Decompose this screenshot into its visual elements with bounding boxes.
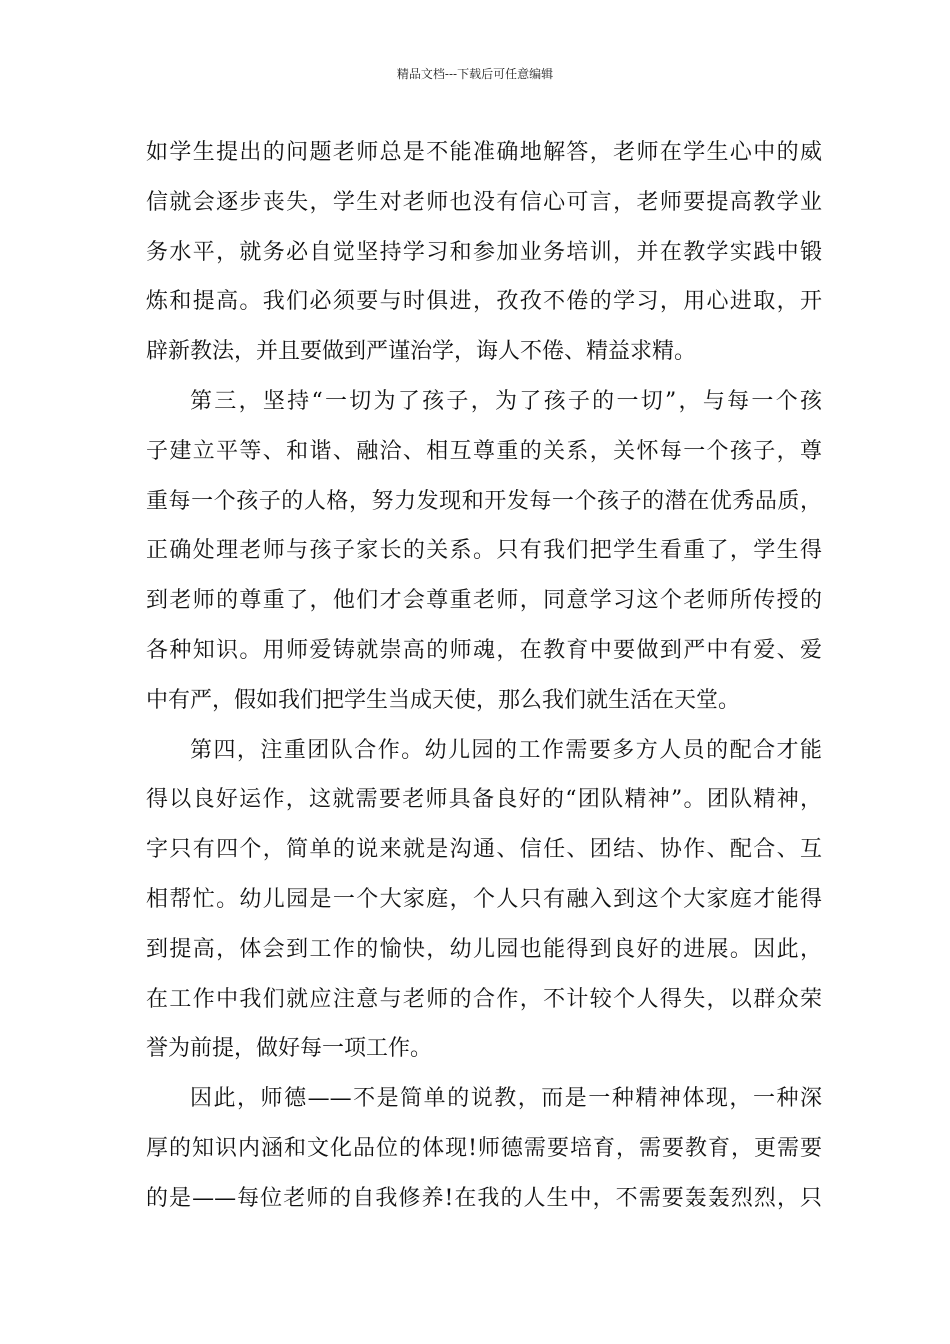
text-line: 誉为前提，做好每一项工作。 — [146, 1036, 433, 1062]
text-line: 如学生提出的问题老师总是不能准确地解答，老师在学生心中的威 — [146, 140, 822, 165]
document-body — [146, 128, 822, 1224]
page-header: 精品文档---下载后可任意编辑 — [396, 67, 554, 81]
text-line: 因此，师德——不是简单的说教，而是一种精神体现，一种深 — [190, 1086, 822, 1112]
text-line: 炼和提高。我们必须要与时俱进，孜孜不倦的学习，用心进取，开 — [146, 289, 822, 315]
text-line: 务水平，就务必自觉坚持学习和参加业务培训，并在教学实践中锻 — [146, 239, 822, 265]
text-line: 重每一个孩子的人格，努力发现和开发每一个孩子的潜在优秀品质， — [146, 488, 822, 514]
text-line: 到老师的尊重了，他们才会尊重老师，同意学习这个老师所传授的 — [146, 588, 822, 614]
text-line: 相帮忙。幼儿园是一个大家庭，个人只有融入到这个大家庭才能得 — [146, 886, 822, 912]
text-line: 各种知识。用师爱铸就崇高的师魂，在教育中要做到严中有爱、爱 — [146, 637, 822, 663]
text-line: 中有严，假如我们把学生当成天使，那么我们就生活在天堂。 — [146, 687, 741, 713]
text-line: 到提高，体会到工作的愉快，幼儿园也能得到良好的进展。因此， — [146, 936, 822, 962]
text-line: 信就会逐步丧失，学生对老师也没有信心可言，老师要提高教学业 — [146, 189, 822, 215]
text-line: 正确处理老师与孩子家长的关系。只有我们把学生看重了，学生得 — [146, 538, 822, 564]
text-line: 字只有四个，简单的说来就是沟通、信任、团结、协作、配合、互 — [146, 837, 822, 863]
text-line: 的是——每位老师的自我修养!在我的人生中，不需要轰轰烈烈，只 — [146, 1185, 822, 1211]
text-line: 第三，坚持“一切为了孩子，为了孩子的一切”，与每一个孩 — [190, 388, 822, 414]
text-line: 在工作中我们就应注意与老师的合作，不计较个人得失，以群众荣 — [146, 986, 822, 1012]
text-line: 得以良好运作，这就需要老师具备良好的“团队精神”。团队精神， — [146, 787, 822, 813]
text-line: 第四，注重团队合作。幼儿园的工作需要多方人员的配合才能 — [190, 737, 822, 763]
text-line: 辟新教法，并且要做到严谨治学，诲人不倦、精益求精。 — [146, 339, 697, 365]
text-line: 子建立平等、和谐、融洽、相互尊重的关系，关怀每一个孩子，尊 — [146, 438, 822, 464]
text-line: 厚的知识内涵和文化品位的体现!师德需要培育，需要教育，更需要 — [146, 1135, 822, 1161]
